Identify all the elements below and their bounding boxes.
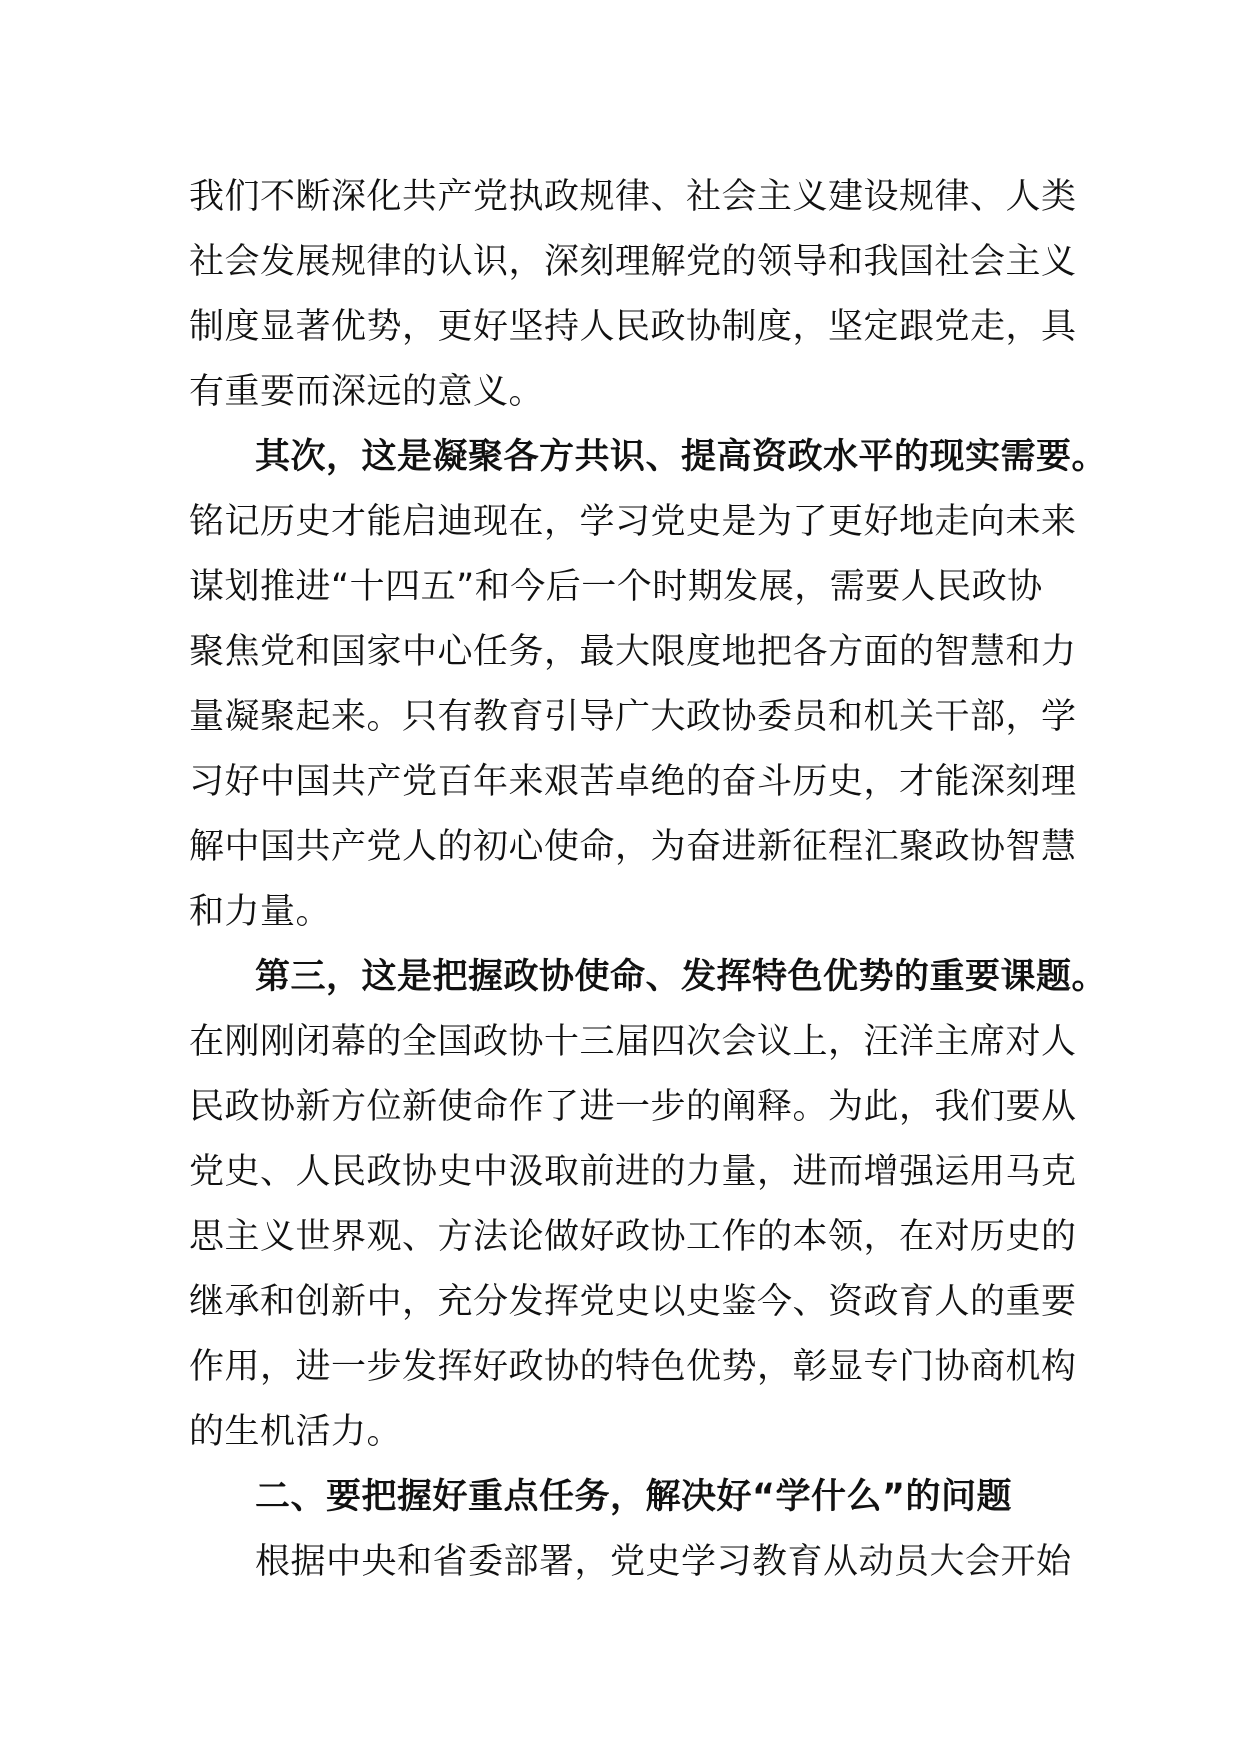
body-text-line: 党史、人民政协史中汲取前进的力量，进而增强运用马克 [189,1152,1077,1192]
body-text-line: 的生机活力。 [189,1412,403,1452]
body-text-line: 谋划推进“十四五”和今后一个时期发展，需要人民政协 [189,567,1043,607]
section-heading-second: 其次，这是凝聚各方共识、提高资政水平的现实需要。 [255,437,1108,477]
body-text-line: 根据中央和省委部署，党史学习教育从动员大会开始 [255,1542,1072,1582]
section-heading-third: 第三，这是把握政协使命、发挥特色优势的重要课题。 [255,957,1108,997]
body-text-line: 量凝聚起来。只有教育引导广大政协委员和机关干部，学 [189,697,1077,737]
body-text-line: 继承和创新中，充分发挥党史以史鉴今、资政育人的重要 [189,1282,1077,1322]
body-text-line: 聚焦党和国家中心任务，最大限度地把各方面的智慧和力 [189,632,1077,672]
body-text-line: 作用，进一步发挥好政协的特色优势，彰显专门协商机构 [189,1347,1077,1387]
body-text-line: 和力量。 [189,892,332,932]
body-text-line: 解中国共产党人的初心使命，为奋进新征程汇聚政协智慧 [189,827,1077,867]
body-text-line: 我们不断深化共产党执政规律、社会主义建设规律、人类 [189,177,1077,217]
body-text-line: 民政协新方位新使命作了进一步的阐释。为此，我们要从 [189,1087,1077,1127]
body-text-line: 制度显著优势，更好坚持人民政协制度，坚定跟党走，具 [189,307,1077,347]
body-text-line: 思主义世界观、方法论做好政协工作的本领，在对历史的 [189,1217,1077,1257]
body-text-line: 在刚刚闭幕的全国政协十三届四次会议上，汪洋主席对人 [189,1022,1077,1062]
body-text-line: 社会发展规律的认识，深刻理解党的领导和我国社会主义 [189,242,1077,282]
body-text-line: 有重要而深远的意义。 [189,372,545,412]
body-text-line: 铭记历史才能启迪现在，学习党史是为了更好地走向未来 [189,502,1077,542]
body-text-line: 习好中国共产党百年来艰苦卓绝的奋斗历史，才能深刻理 [189,762,1077,802]
chapter-heading-two: 二、要把握好重点任务，解决好“学什么”的问题 [255,1477,1013,1517]
